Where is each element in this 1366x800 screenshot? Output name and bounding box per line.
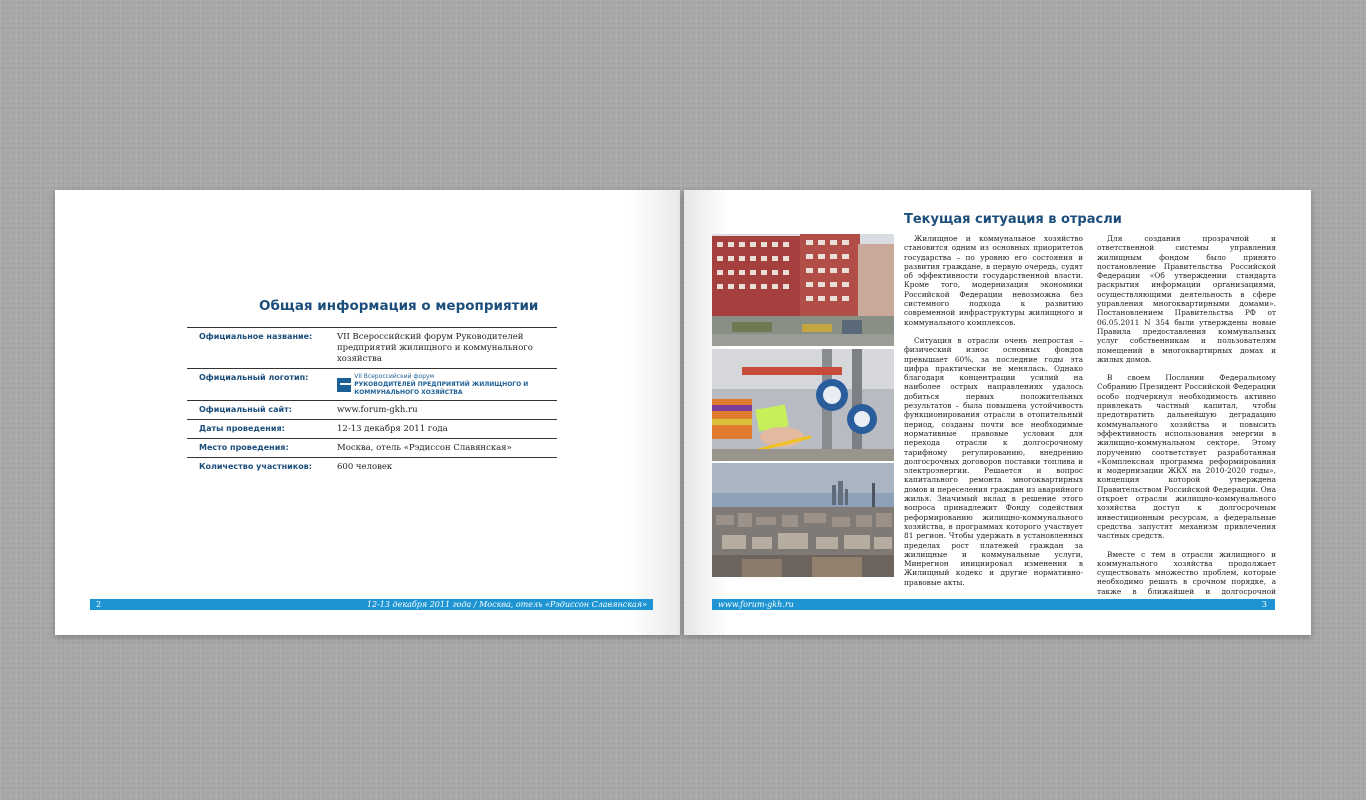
page-number: 2: [96, 600, 102, 609]
photo-water-meters: [712, 349, 894, 461]
paragraph: В своем Послании Федеральному Собранию Президент Российской Федерации особо подчеркнул необходимость активно привлекать частный капитал, чтобы предотвратить дальнейшую деградацию коммунального хозяйства и повысить эффективность использования энергии в жилищно-коммунальном секторе. Этому поручению соответствует разработанная «Комплексная программа реформирования и модернизации ЖКХ на 2010-2020 годы», концепция которой утверждена Правительством Российской Федерации. Она откроет отрасли жилищно-коммунального хозяйства доступ к долгосрочным инвестиционным ресурсам, а федеральные средства запустят механизм привлечения частных средств.: [1097, 373, 1276, 541]
forum-logo-icon: [337, 378, 351, 392]
row-value: 600 человек: [337, 462, 393, 472]
row-value: Москва, отель «Рэдиссон Славянская»: [337, 443, 512, 453]
row-label: Официальный сайт:: [199, 405, 292, 414]
row-label: Количество участников:: [199, 462, 312, 471]
row-label: Место проведения:: [199, 443, 289, 452]
paragraph: Вместе с тем в отрасли жилищного и коммунального хозяйства продолжает существовать множество проблем, которые необходимо решать в срочном порядке, а также в ближайшей и долгосрочной: [1097, 549, 1276, 596]
text-column-2: [1097, 234, 1276, 614]
footer-website: www.forum-gkh.ru: [718, 600, 794, 609]
table-row: [187, 369, 557, 401]
logo-line-2: РУКОВОДИТЕЛЕЙ ПРЕДПРИЯТИЙ ЖИЛИЩНОГО И КОММУНАЛЬНОГО ХОЗЯЙСТВА: [354, 381, 529, 396]
table-row: [187, 439, 557, 458]
table-row: [187, 458, 557, 476]
table-row: [187, 328, 557, 369]
paragraph: Ситуация в отрасли очень непростая – физический износ основных фондов превышает 60%, за последние годы эта цифра практически не менялась. Однако благодаря концентрации усилий на наиболее острых направлениях удалось добиться первых положительных результатов – была повышена устойчивость функционирования отрасли в отопительный период, созданы почти все необходимые нормативные правовые условия для перехода отрасли к долгосрочному тарифному регулированию, внедрению долгосрочных договоров поставки топлива и электроэнергии. Решается и вопрос капитального ремонта многоквартирных домов и переселения граждан из аварийного жилья. Значимый вклад в решение этого вопроса принадлежит Фонду содействия реформированию жилищно-коммунального хозяйства, в программах которого участвует 81 регион. Чтобы удержать в установленных пределах рост платежей граждан за жилищные и коммунальные услуги, Минрегион инициировал изменения в Жилищный кодекс и другие нормативно-правовые акты.: [904, 335, 1083, 587]
text-column-1: [904, 234, 1083, 596]
section-title: Текущая ситуация в отрасли: [904, 212, 1122, 227]
row-value: [337, 373, 557, 397]
page-number: 3: [1261, 600, 1267, 609]
row-value: VII Всероссийский форум Руководителей предприятий жилищного и коммунального хозяйства: [337, 332, 533, 364]
event-info-table: [187, 327, 557, 476]
footer-text: 12-13 декабря 2011 года / Москва, отель «Рэдиссон Славянская»: [366, 600, 647, 609]
row-value: 12-13 декабря 2011 года: [337, 424, 448, 434]
row-label: Официальный логотип:: [199, 373, 309, 382]
photo-moscow-cityscape: [712, 463, 894, 577]
forum-logo: [337, 373, 557, 397]
row-label: Официальное название:: [199, 332, 313, 341]
footer-bar-right: [712, 599, 1275, 610]
paragraph: Для создания прозрачной и ответственной системы управления жилищным фондом было принято постановление Правительства Российской Федерации «Об утверждении стандарта раскрытия информации организациями, осуществляющими деятельность в сфере управления многоквартирными домами». Постановлением Правительства РФ от 06.05.2011 N 354 были утверждены новые Правила предоставления коммунальных услуг собственникам и пользователям помещений в многоквартирных домах и жилых домов.: [1097, 234, 1276, 364]
table-row: [187, 420, 557, 439]
table-row: [187, 401, 557, 420]
footer-bar-left: [90, 599, 653, 610]
row-label: Даты проведения:: [199, 424, 285, 433]
logo-line-1: VII Всероссийский форум: [354, 373, 435, 380]
photo-apartment-buildings: [712, 234, 894, 346]
row-value: www.forum-gkh.ru: [337, 405, 418, 415]
paragraph: Жилищное и коммунальное хозяйство становится одним из основных приоритетов государства – по уровню его состояния и развития граждане, в первую очередь, судят об эффективности государственной власти. Кроме того, модернизация экономики Российской Федерации невозможна без системного подхода к развитию современной инфраструктуры жилищного и коммунального комплексов.: [904, 234, 1083, 327]
page-title: Общая информация о мероприятии: [259, 298, 539, 314]
